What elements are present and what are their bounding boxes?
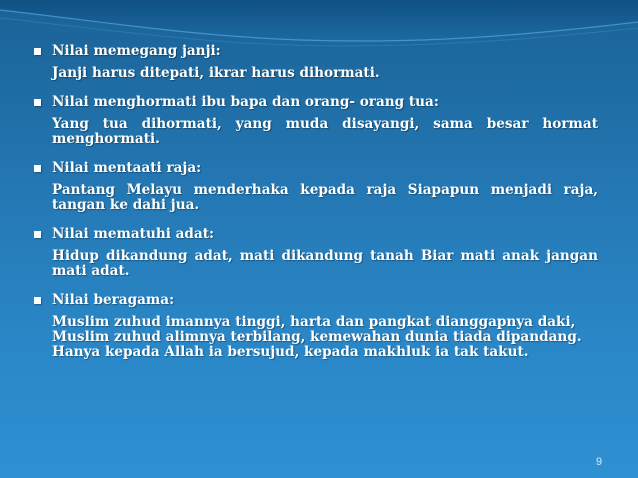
list-item [34,227,598,279]
list-item [34,44,598,81]
square-bullet-icon [34,297,41,304]
square-bullet-icon [34,99,41,106]
item-heading: Nilai memegang janji: [52,43,221,59]
list-item [34,293,598,360]
square-bullet-icon [34,231,41,238]
item-heading: Nilai beragama: [52,292,175,308]
body-line: Muslim zuhud imannya tinggi, harta dan pangkat dianggapnya daki, [52,314,576,330]
item-body [52,315,598,360]
body-line: Hanya kepada Allah ia bersujud, kepada makhluk ia tak takut. [52,344,529,360]
page-number: 9 [596,456,603,468]
body-line: Muslim zuhud alimnya terbilang, kemewahan dunia tiada dipandang. [52,329,582,345]
square-bullet-icon [34,165,41,172]
list-item [34,161,598,213]
item-heading: Nilai menghormati ibu bapa dan orang- orang tua: [52,94,439,110]
item-body: Janji harus ditepati, ikrar harus dihormati. [52,65,380,81]
item-heading: Nilai mematuhi adat: [52,226,215,242]
list-item [34,95,598,147]
item-body: Pantang Melayu menderhaka kepada raja Siapapun menjadi raja, tangan ke dahi jua. [52,182,598,213]
item-body: Yang tua dihormati, yang muda disayangi, sama besar hormat menghormati. [52,116,598,147]
square-bullet-icon [34,48,41,55]
item-body: Hidup dikandung adat, mati dikandung tanah Biar mati anak jangan mati adat. [52,248,598,279]
bullet-list [34,44,598,374]
item-heading: Nilai mentaati raja: [52,160,202,176]
